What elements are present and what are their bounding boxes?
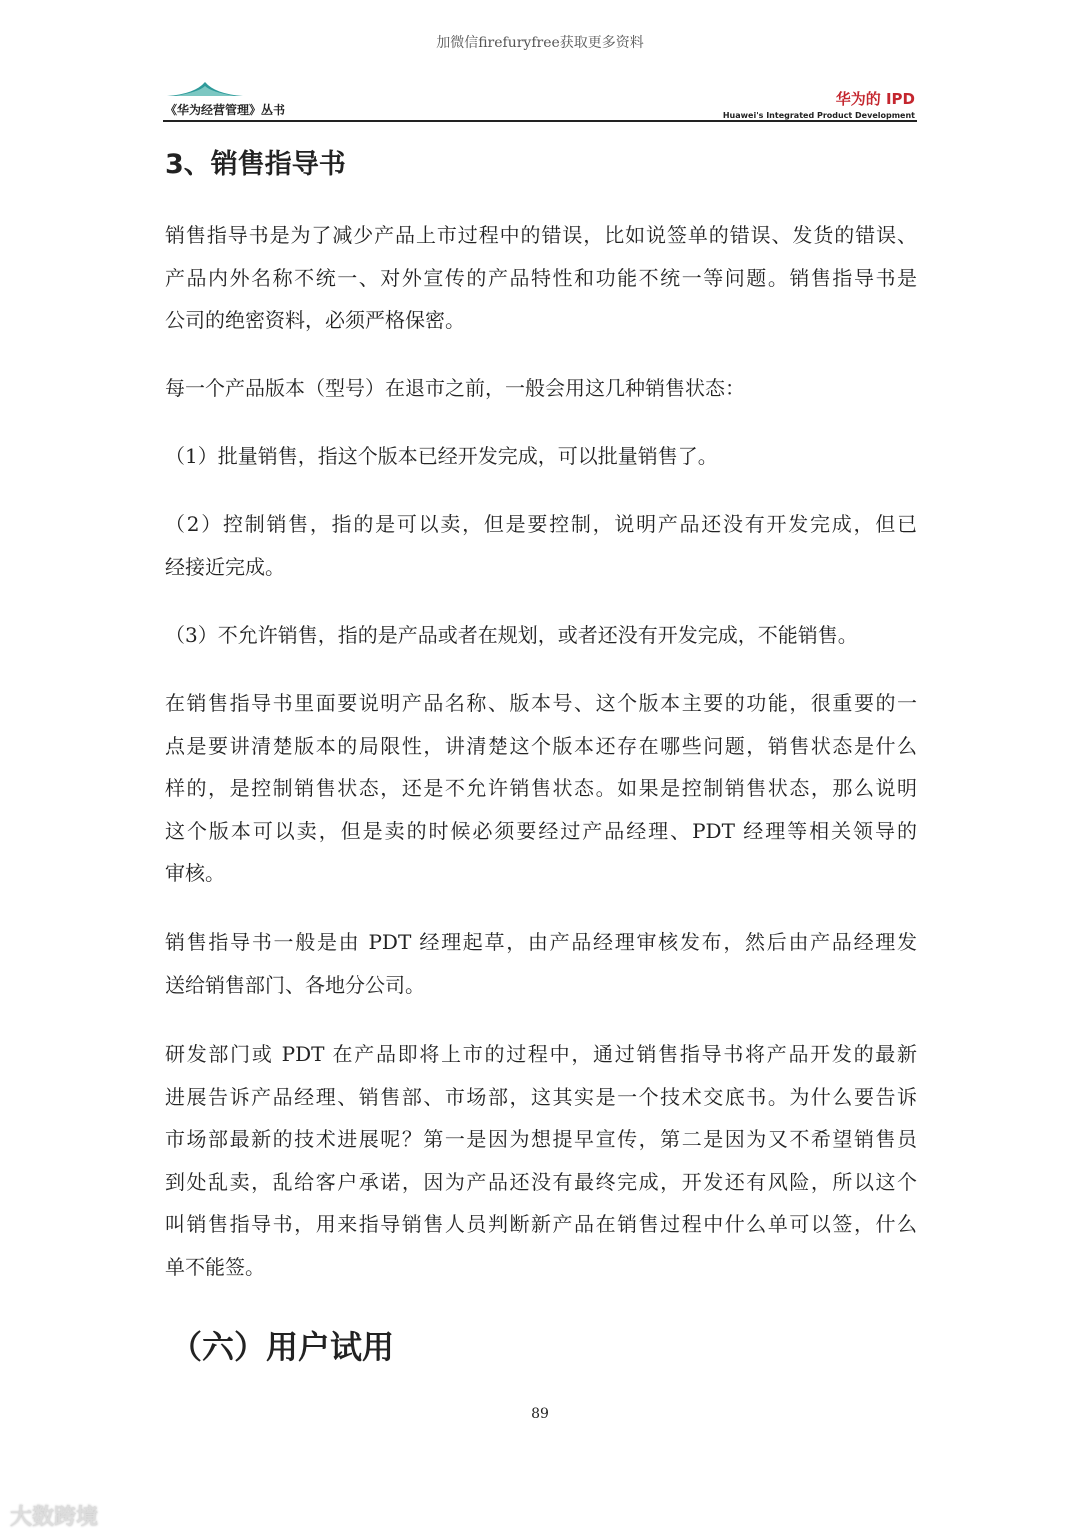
- paragraph-line: 每一个产品版本（型号）在退市之前，一般会用这几种销售状态：: [165, 376, 745, 400]
- paragraph-line: （2）控制销售，指的是可以卖，但是要控制，说明产品还没有开发完成，但已: [165, 512, 917, 536]
- paragraph-line: 销售指导书一般是由 PDT 经理起草，由产品经理审核发布，然后由产品经理发: [165, 930, 917, 954]
- body-paragraph: [165, 435, 917, 478]
- paragraph-line: 产品内外名称不统一、对外宣传的产品特性和功能不统一等问题。销售指导书是: [165, 265, 917, 290]
- paragraph-line: 在销售指导书里面要说明产品名称、版本号、这个版本主要的功能，很重要的一: [165, 691, 917, 715]
- body-paragraph: [165, 367, 917, 410]
- paragraph-line: 这个版本可以卖，但是卖的时候必须要经过产品经理、PDT 经理等相关领导的: [165, 818, 917, 843]
- paragraph-line: （1）批量销售，指这个版本已经开发完成，可以批量销售了。: [165, 444, 718, 468]
- next-section-heading: （六）用户试用: [170, 1328, 395, 1366]
- paragraph-line: 研发部门或 PDT 在产品即将上市的过程中，通过销售指导书将产品开发的最新: [165, 1042, 917, 1066]
- paragraph-line: （3）不允许销售，指的是产品或者在规划，或者还没有开发完成，不能销售。: [165, 623, 858, 647]
- header-rule: [163, 120, 917, 122]
- paragraph-line: 审核。: [165, 861, 225, 885]
- book-title-block: [723, 88, 915, 120]
- page-number: 89: [531, 1406, 549, 1422]
- book-title: 华为的 IPD: [835, 90, 915, 108]
- footer-brand-watermark: 大数跨境: [10, 1505, 99, 1530]
- series-logo-icon: [165, 80, 245, 98]
- body-paragraph: [165, 503, 917, 588]
- paragraph-line: 点是要讲清楚版本的局限性，讲清楚这个版本还存在哪些问题，销售状态是什么: [165, 733, 917, 758]
- book-subtitle: Huawei's Integrated Product Development: [722, 111, 915, 120]
- series-title: 《华为经营管理》丛书: [165, 103, 286, 117]
- body-paragraph: [165, 1033, 917, 1288]
- paragraph-line: 公司的绝密资料，必须严格保密。: [165, 308, 465, 332]
- paragraph-line: 单不能签。: [165, 1254, 265, 1279]
- paragraph-line: 到处乱卖，乱给客户承诺，因为产品还没有最终完成，开发还有风险，所以这个: [165, 1169, 917, 1194]
- watermark-text: 加微信firefuryfree获取更多资料: [436, 35, 644, 51]
- body-paragraph: [165, 921, 917, 1006]
- paragraph-line: 样的，是控制销售状态，还是不允许销售状态。如果是控制销售状态，那么说明: [165, 776, 917, 800]
- paragraph-line: 销售指导书是为了减少产品上市过程中的错误，比如说签单的错误、发货的错误、: [165, 223, 917, 247]
- body-paragraph: [165, 614, 917, 657]
- paragraph-line: 经接近完成。: [165, 554, 285, 579]
- body-paragraph: [165, 214, 917, 342]
- paragraph-line: 送给销售部门、各地分公司。: [165, 972, 425, 997]
- paragraph-line: 叫销售指导书，用来指导销售人员判断新产品在销售过程中什么单可以签，什么: [165, 1212, 917, 1236]
- paragraph-line: 进展告诉产品经理、销售部、市场部，这其实是一个技术交底书。为什么要告诉: [165, 1084, 917, 1109]
- paragraph-line: 市场部最新的技术进展呢？第一是因为想提早宣传，第二是因为又不希望销售员: [165, 1127, 917, 1151]
- section-heading: 3、销售指导书: [165, 149, 346, 180]
- body-paragraph: [165, 682, 917, 895]
